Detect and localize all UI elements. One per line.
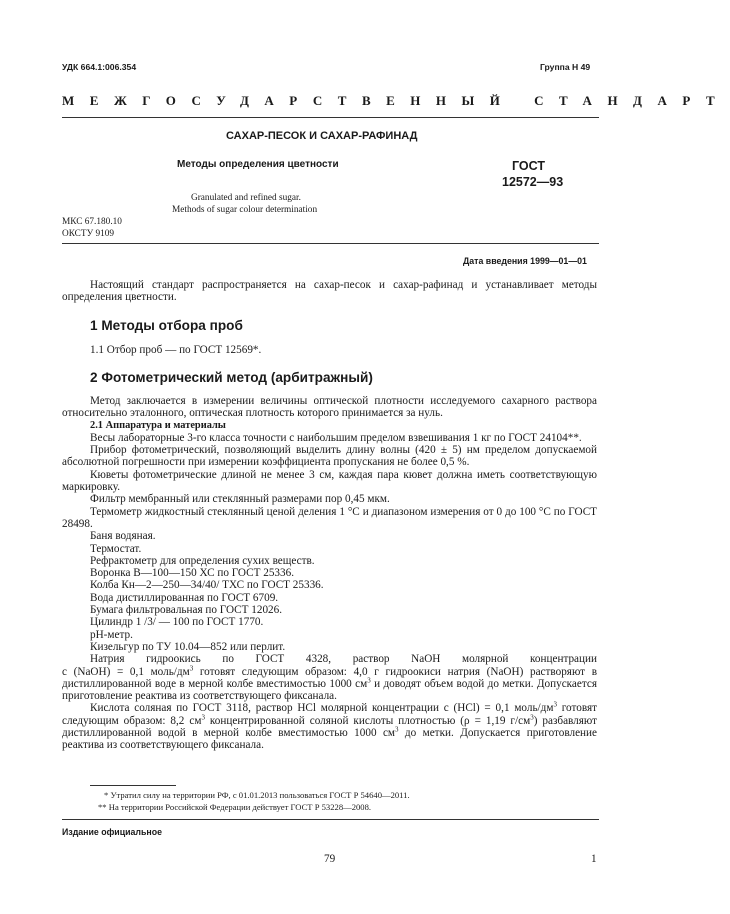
hcl-text-a: Кислота соляная по ГОСТ 3118, раствор HCl молярной концентрации с (HCl) = 0,1 моль/дм [90,702,554,715]
document-subtitle: Методы определения цветности [177,159,339,170]
naoh-line-1: Натрия гидроокись по ГОСТ 4328, раствор NaOH молярной концентрации [90,653,597,666]
section-2-heading: 2 Фотометрический метод (арбитражный) [90,370,373,385]
naoh-text-b: готовят следующим образом: 4,0 г гидроокиси натрия (NaOH) растворяют в дистиллированной воде в мерной колбе вместимостью 1000 см [62,665,597,690]
footnote-rule [90,785,176,786]
mks-code: МКС 67.180.10 [62,217,122,227]
section-2-body [62,395,597,752]
naoh-text-c: и доводят объем водой до метки. Допускается приготовление реактива из соответствующего фиксанала. [62,677,597,703]
hcl-text-c: концентрированной соляной кислоты плотностью (ρ = 1,19 г/см [204,714,531,727]
footnote-1: * Утратил силу на территории РФ, с 01.01.2013 пользоваться ГОСТ Р 54640—2011. [104,790,410,800]
gost-label: ГОСТ [512,159,545,173]
superscript: 3 [530,712,534,721]
official-edition: Издание официальное [62,827,162,837]
subsection-heading: 2.1 Аппаратура и материалы [90,419,226,431]
superscript: 3 [189,663,194,672]
udk-code: УДК 664.1:006.354 [62,62,137,72]
equipment-item: Весы лабораторные 3-го класса точности с наибольшим пределом взвешивания 1 кг по ГОСТ 24104**. [90,431,582,444]
equipment-item: рН-метр. [90,628,133,641]
equipment-item: Термостат. [90,542,142,555]
hcl-text-d: ) разбавляют дистиллированной водой в мерной колбе вместимостью 1000 см [62,714,597,740]
sheet-number: 1 [591,853,597,865]
footnote-2: ** На территории Российской Федерации действует ГОСТ Р 53228—2008. [98,802,372,812]
equipment-item: Кюветы фотометрические длиной не менее 3 см, каждая пара кювет должна иметь соответствующую маркировку. [62,468,597,494]
superscript: 3 [201,712,205,721]
hcl-text-e: до метки. Допускается приготовление реактива из соответствующего фиксанала. [62,727,598,752]
equipment-item: Рефрактометр для определения сухих веществ. [90,554,315,567]
naoh-text-a: с (NaOH) = 0,1 моль/дм [62,665,190,678]
naoh-paragraph [62,663,597,703]
english-title-1: Granulated and refined sugar. [191,193,301,203]
equipment-item: Кизельгур по ТУ 10.04—852 или перлит. [90,640,286,653]
equipment-item: Колба Кн—2—250—34/40/ ТХС по ГОСТ 25336. [90,579,324,592]
group-code: Группа Н 49 [540,62,591,72]
document-title: САХАР-ПЕСОК И САХАР-РАФИНАД [226,130,418,142]
footer-rule [62,819,599,820]
equipment-item: Цилиндр 1 /3/ — 100 по ГОСТ 1770. [90,616,264,629]
superscript: 3 [553,700,557,709]
section-1-heading: 1 Методы отбора проб [90,318,243,333]
page-number: 79 [324,853,336,865]
equipment-item: Воронка В—100—150 ХС по ГОСТ 25336. [90,567,295,580]
method-description: Метод заключается в измерении величины оптической плотности исследуемого сахарного раствора относительно эталонного, оптическая плотность которого принимается за нуль. [62,395,597,420]
okstu-code: ОКСТУ 9109 [62,229,115,239]
equipment-item: Термометр жидкостный стеклянный ценой деления 1 °С и диапазоном измерения от 0 до 100 °С по ГОСТ 28498. [62,505,597,530]
intro-paragraph [62,279,597,304]
superscript: 3 [395,725,399,734]
header-rule [62,117,599,118]
hcl-text-b: готовят следующим образом: 8,2 см [62,702,598,727]
intro-text: Настоящий стандарт распространяется на сахар-песок и сахар-рафинад и устанавливает методы определения цветности. [62,279,597,304]
equipment-item: Баня водяная. [90,530,156,543]
section-1-item: 1.1 Отбор проб — по ГОСТ 12569*. [90,344,262,356]
equipment-item: Бумага фильтровальная по ГОСТ 12026. [90,604,283,617]
title-rule [62,243,599,244]
equipment-item: Фильтр мембранный или стеклянный размерами пор 0,45 мкм. [90,493,390,506]
gost-number: 12572—93 [502,175,564,189]
introduction-date: Дата введения 1999—01—01 [463,256,587,266]
standard-banner: МЕЖГОСУДАРСТВЕННЫЙ СТАНДАРТ [62,93,730,108]
english-title-2: Methods of sugar colour determination [172,205,318,215]
hcl-paragraph [62,702,597,751]
equipment-item: Вода дистиллированная по ГОСТ 6709. [90,591,279,604]
superscript: 3 [367,676,371,685]
equipment-item: Прибор фотометрический, позволяющий выделить длину волны (420 ± 5) нм пределом допускаемой абсолютной погрешности при измерении коэффициента пропускания не более 0,5 %. [62,444,597,469]
